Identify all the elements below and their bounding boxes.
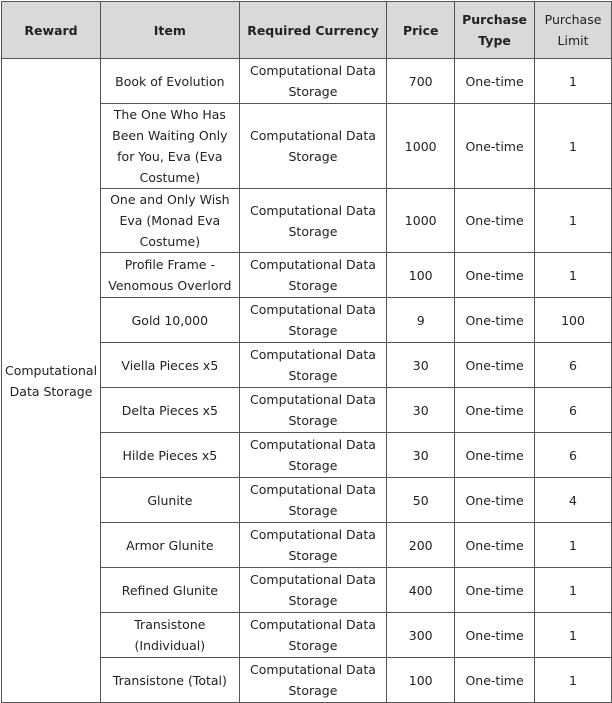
purchase-type-cell: One-time [455,343,535,388]
price-cell: 30 [387,433,455,478]
purchase-limit-cell: 4 [535,478,612,523]
currency-cell: Computational Data Storage [239,59,387,104]
item-cell: Profile Frame - Venomous Overlord [101,253,240,298]
item-cell: One and Only Wish Eva (Monad Eva Costume) [101,189,240,253]
purchase-type-cell: One-time [455,59,535,104]
currency-cell: Computational Data Storage [239,253,387,298]
purchase-limit-cell: 1 [535,104,612,189]
price-cell: 400 [387,568,455,613]
purchase-type-cell: One-time [455,388,535,433]
purchase-limit-cell: 1 [535,568,612,613]
shop-table [1,1,612,703]
item-cell: Gold 10,000 [101,298,240,343]
currency-cell: Computational Data Storage [239,523,387,568]
currency-cell: Computational Data Storage [239,613,387,658]
header-purchase-type: Purchase Type [455,2,535,59]
purchase-type-cell: One-time [455,189,535,253]
header-purchase-limit: Purchase Limit [535,2,612,59]
item-cell: Glunite [101,478,240,523]
purchase-limit-cell: 1 [535,59,612,104]
currency-cell: Computational Data Storage [239,568,387,613]
purchase-type-cell: One-time [455,523,535,568]
item-cell: Transistone (Total) [101,658,240,703]
price-cell: 30 [387,388,455,433]
purchase-limit-cell: 6 [535,388,612,433]
item-cell: Refined Glunite [101,568,240,613]
currency-cell: Computational Data Storage [239,343,387,388]
price-cell: 700 [387,59,455,104]
header-row [2,2,612,59]
price-cell: 1000 [387,189,455,253]
purchase-limit-cell: 1 [535,658,612,703]
item-cell: Hilde Pieces x5 [101,433,240,478]
price-cell: 300 [387,613,455,658]
item-cell: Armor Glunite [101,523,240,568]
reward-group-cell: Computational Data Storage [2,59,101,703]
currency-cell: Computational Data Storage [239,298,387,343]
header-required-currency: Required Currency [239,2,387,59]
item-cell: The One Who Has Been Waiting Only for You, Eva (Eva Costume) [101,104,240,189]
purchase-limit-cell: 100 [535,298,612,343]
item-cell: Transistone (Individual) [101,613,240,658]
purchase-limit-cell: 1 [535,523,612,568]
price-cell: 30 [387,343,455,388]
purchase-type-cell: One-time [455,568,535,613]
price-cell: 100 [387,253,455,298]
table-row [2,59,612,104]
purchase-type-cell: One-time [455,104,535,189]
price-cell: 1000 [387,104,455,189]
currency-cell: Computational Data Storage [239,478,387,523]
currency-cell: Computational Data Storage [239,388,387,433]
purchase-type-cell: One-time [455,433,535,478]
purchase-limit-cell: 1 [535,189,612,253]
price-cell: 200 [387,523,455,568]
currency-cell: Computational Data Storage [239,433,387,478]
purchase-type-cell: One-time [455,613,535,658]
purchase-limit-cell: 1 [535,253,612,298]
header-item: Item [101,2,240,59]
price-cell: 100 [387,658,455,703]
item-cell: Delta Pieces x5 [101,388,240,433]
purchase-type-cell: One-time [455,478,535,523]
currency-cell: Computational Data Storage [239,658,387,703]
purchase-limit-cell: 6 [535,433,612,478]
item-cell: Viella Pieces x5 [101,343,240,388]
purchase-type-cell: One-time [455,658,535,703]
currency-cell: Computational Data Storage [239,189,387,253]
header-price: Price [387,2,455,59]
item-cell: Book of Evolution [101,59,240,104]
header-reward: Reward [2,2,101,59]
purchase-type-cell: One-time [455,253,535,298]
price-cell: 9 [387,298,455,343]
purchase-type-cell: One-time [455,298,535,343]
purchase-limit-cell: 1 [535,613,612,658]
purchase-limit-cell: 6 [535,343,612,388]
price-cell: 50 [387,478,455,523]
currency-cell: Computational Data Storage [239,104,387,189]
